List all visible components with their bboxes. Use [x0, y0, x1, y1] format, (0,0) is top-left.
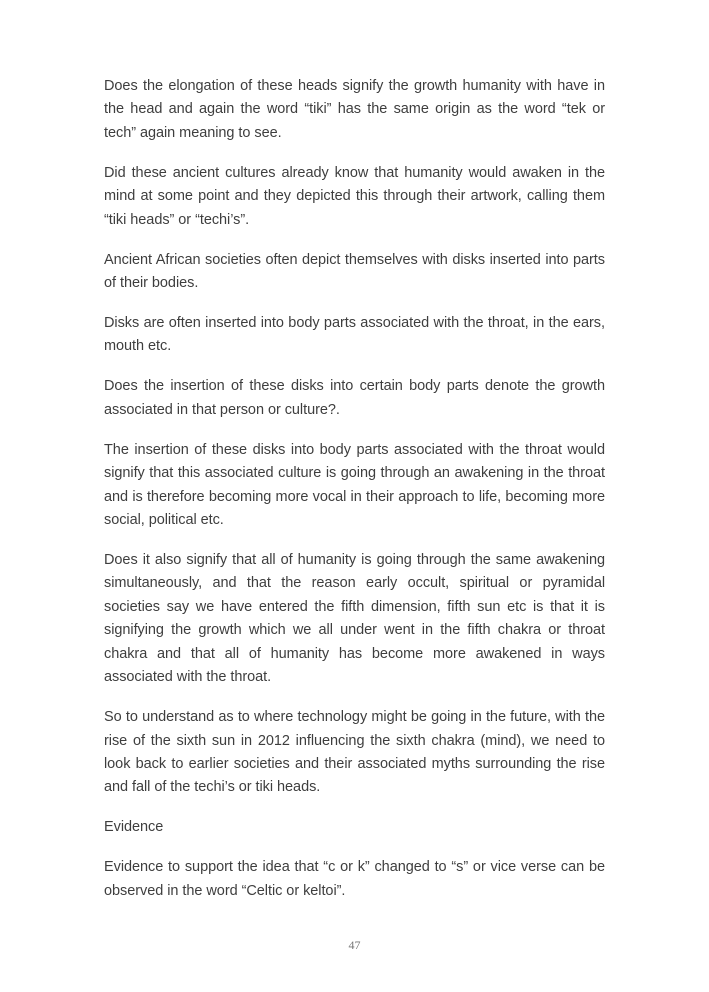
body-paragraph: So to understand as to where technology might be going in the future, with the rise of the sixth sun in 2012 influencing the sixth chakra (mind), we need to look back to earlier societies and their associated myths surrounding the rise and fall of the techi’s or tiki heads. — [104, 709, 605, 796]
body-paragraph: Does the insertion of these disks into certain body parts denote the growth associated in that person or culture?. — [104, 378, 605, 418]
body-paragraph: Does it also signify that all of humanity is going through the same awakening simultaneously, and that the reason early occult, spiritual or pyramidal societies say we have entered the fifth dimension, fifth sun etc is that it is signifying the growth which we all under went in the fifth chakra or throat chakra and that all of humanity has become more awakened in ways associated with the throat. — [104, 552, 605, 686]
page-content — [104, 75, 605, 920]
body-paragraph: The insertion of these disks into body parts associated with the throat would signify that this associated culture is going through an awakening in the throat and is therefore becoming more vocal in their approach to life, becoming more social, political etc. — [104, 441, 605, 529]
body-paragraph: Disks are often inserted into body parts associated with the throat, in the ears, mouth etc. — [104, 315, 605, 355]
section-heading-evidence: Evidence — [104, 819, 164, 836]
page-number: 47 — [348, 938, 361, 952]
body-paragraph: Did these ancient cultures already know that humanity would awaken in the mind at some point and they depicted this through their artwork, calling them “tiki heads” or “techi’s”. — [104, 164, 605, 228]
body-paragraph: Does the elongation of these heads signify the growth humanity with have in the head and again the word “tiki” has the same origin as the word “tek or tech” again meaning to see. — [104, 78, 605, 141]
body-paragraph: Ancient African societies often depict themselves with disks inserted into parts of their bodies. — [104, 251, 605, 292]
body-paragraph: Evidence to support the idea that “c or k” changed to “s” or vice verse can be observed in the word “Celtic or keltoi”. — [104, 859, 605, 899]
